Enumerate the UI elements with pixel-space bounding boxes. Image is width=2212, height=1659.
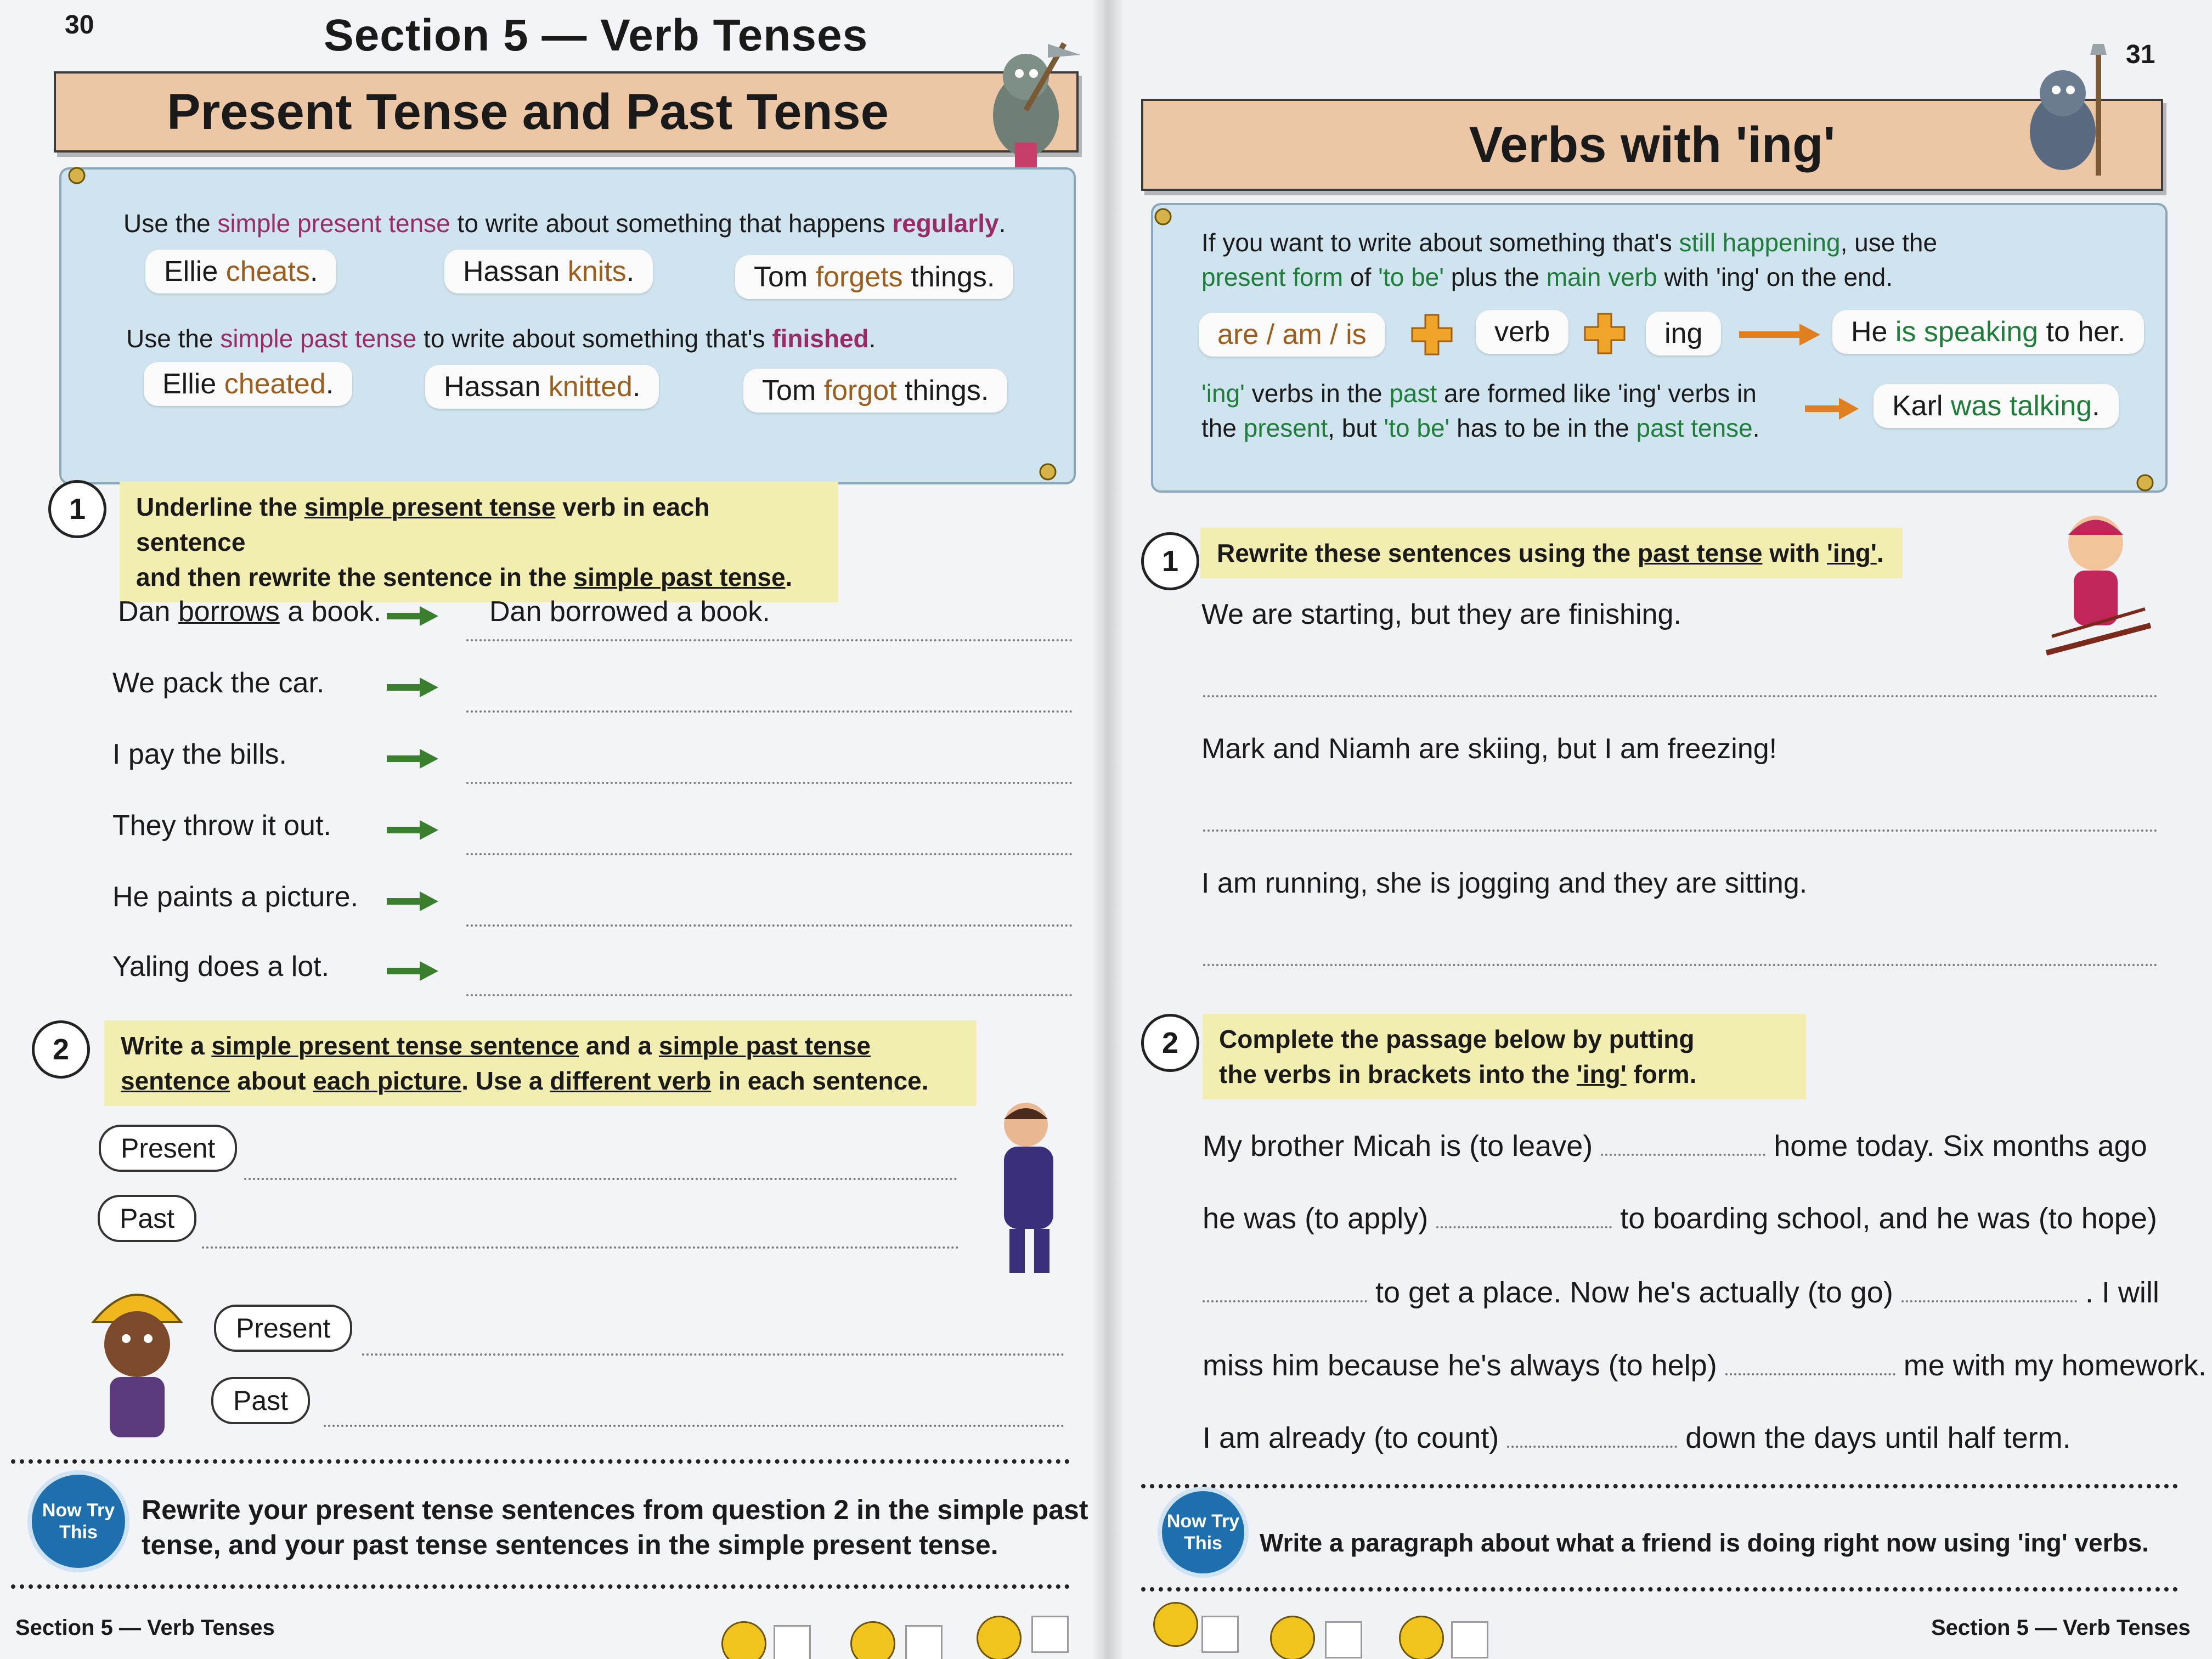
text: .: [1752, 414, 1760, 442]
question-number: 1: [1141, 532, 1199, 590]
text: I pay the bills.: [112, 738, 287, 770]
text: Hassan: [444, 371, 549, 403]
text: .: [632, 371, 641, 403]
text: I am already (to count): [1203, 1421, 1508, 1454]
footer-right: Section 5 — Verb Tenses: [1931, 1616, 2191, 1640]
term: simple present tense: [304, 493, 556, 521]
term-ing: 'ing': [1201, 379, 1245, 408]
text: Yaling does a lot.: [112, 951, 330, 983]
q1-instruction: [120, 482, 838, 602]
q1-sentence: I am running, she is jogging and they are sitting.: [1201, 867, 1808, 899]
text: to write about something that's: [416, 324, 772, 353]
book-gutter: [1092, 0, 1125, 1659]
example-pill: [144, 362, 352, 406]
example-verb: is speaking: [1895, 316, 2039, 348]
text: down the days until half term.: [1677, 1421, 2071, 1454]
smiley-icon: [1270, 1616, 1315, 1659]
pin-icon: [1152, 206, 1174, 230]
example-verb: cheated: [224, 368, 326, 400]
question-number: 2: [32, 1020, 90, 1079]
term-still-happening: still happening: [1679, 228, 1841, 257]
checkbox-icon[interactable]: [774, 1625, 811, 1659]
text: Tom: [754, 261, 816, 293]
passage-line: [1203, 1129, 2147, 1163]
text: .: [998, 209, 1006, 238]
text: in each sentence.: [711, 1066, 929, 1095]
q2-instruction: [104, 1020, 977, 1106]
answer-line[interactable]: [244, 1177, 957, 1180]
q1-sentence: [112, 738, 287, 771]
text: about: [230, 1066, 313, 1095]
text: Hassan: [463, 256, 568, 287]
right-arrow-icon: [387, 890, 439, 912]
text: verbs in the: [1244, 379, 1390, 408]
left-page: [0, 0, 1103, 1659]
answer-line[interactable]: [466, 993, 1073, 996]
text: We pack the car.: [112, 667, 325, 699]
formula-part: [1199, 313, 1385, 357]
badge-line: Now Try: [1166, 1511, 1240, 1532]
example-verb: knits: [567, 256, 627, 287]
answer-line[interactable]: [466, 852, 1073, 855]
passage-line: [1203, 1201, 2157, 1235]
underlined-verb: borrows: [178, 596, 280, 628]
q1-sentence: [112, 667, 324, 699]
answer-line[interactable]: [1203, 828, 2158, 832]
past-example: [1874, 384, 2119, 428]
blank-field[interactable]: [1901, 1300, 2077, 1302]
text: , but: [1328, 414, 1384, 442]
text: to boarding school, and he was (to hope): [1612, 1202, 2157, 1235]
formula-text: are / am / is: [1217, 319, 1367, 351]
text: the: [1201, 414, 1244, 442]
passage-line: [1203, 1276, 2159, 1310]
text: .: [626, 256, 635, 287]
banner-title: Present Tense and Past Tense: [167, 84, 889, 140]
text: of: [1343, 263, 1379, 291]
right-arrow-icon: [387, 748, 439, 770]
text: me with my homework.: [1895, 1349, 2207, 1382]
checkbox-icon[interactable]: [1451, 1621, 1488, 1658]
q1-instruction-right: [1200, 528, 1903, 578]
text: Ellie: [164, 256, 226, 287]
instruction-line: [136, 560, 822, 595]
text: .: [309, 256, 318, 287]
present-label: Present: [214, 1305, 352, 1352]
footer-left: Section 5 — Verb Tenses: [15, 1616, 275, 1640]
term: different verb: [550, 1066, 712, 1095]
plus-icon: [1583, 312, 1627, 356]
smiley-icon: [977, 1616, 1022, 1659]
example-verb: knitted: [548, 371, 633, 403]
pin-icon: [66, 165, 88, 189]
term: each picture: [313, 1066, 462, 1095]
text: to write about something that happens: [450, 209, 893, 238]
text: .: [325, 368, 334, 400]
page-number-right: 31: [2126, 40, 2155, 69]
instruction-line: [121, 1028, 960, 1063]
blank-field[interactable]: [1725, 1373, 1895, 1375]
text: Ellie: [162, 368, 224, 400]
example-pill: [735, 255, 1013, 299]
example-pill: [425, 365, 659, 409]
text: are formed like 'ing' verbs in: [1437, 379, 1757, 408]
blank-field[interactable]: [1507, 1446, 1677, 1448]
text: home today. Six months ago: [1765, 1130, 2147, 1163]
term-past: past: [1389, 379, 1437, 408]
question-number: 2: [1141, 1014, 1199, 1072]
text: . Use a: [461, 1066, 550, 1095]
text: My brother Micah is (to leave): [1203, 1130, 1601, 1163]
text: he was (to apply): [1203, 1202, 1437, 1235]
example-verb: cheats: [225, 256, 310, 287]
term: simple present tense sentence: [211, 1031, 579, 1060]
formula-text: verb: [1494, 316, 1550, 348]
example-verb: was talking: [1950, 390, 2092, 422]
q1-sentence: Mark and Niamh are skiing, but I am freezing!: [1201, 733, 1778, 765]
text: Tom: [762, 375, 824, 407]
q2-instruction-right: [1203, 1014, 1806, 1099]
right-arrow-icon: [387, 605, 439, 627]
now-try-line: tense, and your past tense sentences in the simple present tense.: [142, 1530, 998, 1560]
instruction-line: [136, 489, 822, 560]
text: If you want to write about something that's: [1201, 228, 1679, 257]
smiley-icon: [721, 1621, 766, 1659]
term-to-be: 'to be': [1378, 263, 1444, 291]
builder-girl-icon: [71, 1262, 203, 1448]
pickaxe-mole-icon: [966, 33, 1086, 176]
instruction-line: [1219, 1057, 1790, 1092]
right-page: [1103, 0, 2212, 1659]
example-answer: Dan borrowed a book.: [489, 596, 770, 628]
term-main-verb: main verb: [1546, 263, 1657, 291]
right-arrow-icon: [387, 676, 439, 698]
now-try-badge: [27, 1470, 129, 1572]
now-try-line: Rewrite your present tense sentences from question 2 in the simple past: [142, 1494, 1088, 1525]
passage-line: [1203, 1348, 2207, 1383]
instruction-line: [121, 1063, 960, 1098]
q1-sentence: [112, 950, 329, 983]
title-banner-left: [54, 71, 1079, 153]
term-past-tense: past tense: [1636, 414, 1753, 442]
section-title: Section 5 — Verb Tenses: [324, 10, 868, 60]
example-pill: [145, 250, 336, 294]
text: to get a place. Now he's actually (to go): [1367, 1276, 1901, 1309]
text: and a: [579, 1031, 659, 1060]
example-verb: forgot: [823, 375, 897, 407]
term: simple past tense: [658, 1031, 871, 1060]
info-line-past: [126, 324, 876, 353]
text: He paints a picture.: [112, 881, 359, 913]
checkbox-icon[interactable]: [905, 1625, 943, 1659]
text: Karl: [1892, 390, 1951, 422]
term-present: present: [1243, 414, 1328, 442]
blank-field[interactable]: [1601, 1154, 1765, 1156]
badge-line: Now Try: [42, 1500, 115, 1521]
right-arrow-icon: [387, 819, 439, 841]
now-try-text: [142, 1492, 1088, 1562]
banner-title: Verbs with 'ing': [1469, 117, 1836, 173]
text: They throw it out.: [112, 810, 331, 842]
term: sentence: [121, 1066, 230, 1095]
term-regularly: regularly: [892, 209, 999, 238]
text: to her.: [2038, 316, 2126, 348]
villain-icon: [966, 1097, 1075, 1278]
right-arrow-icon: [387, 960, 439, 982]
answer-line[interactable]: [466, 781, 1073, 784]
text: the verbs in brackets into the: [1219, 1060, 1577, 1088]
term-finished: finished: [772, 324, 869, 353]
smiley-icon: [1399, 1616, 1444, 1659]
text: with 'ing' on the end.: [1657, 263, 1893, 291]
text: Write a: [121, 1031, 212, 1060]
term: 'ing': [1576, 1060, 1627, 1088]
info-line-present: [123, 208, 1006, 238]
badge-line: This: [59, 1522, 98, 1543]
formula-text: ing: [1664, 318, 1703, 349]
text: Use the: [126, 324, 221, 353]
text: Dan: [118, 596, 178, 628]
term-present-form: present form: [1201, 263, 1344, 291]
pin-icon: [1037, 461, 1059, 486]
term-simple-present: simple present tense: [217, 209, 450, 238]
answer-line[interactable]: [466, 923, 1073, 927]
now-try-text: Write a paragraph about what a friend is doing right now using 'ing' verbs.: [1260, 1528, 2149, 1557]
text: has to be in the: [1449, 414, 1637, 442]
q1-sentence: [112, 809, 331, 842]
smiley-icon: [1153, 1602, 1198, 1647]
text: miss him because he's always (to help): [1203, 1349, 1725, 1382]
text: plus the: [1444, 263, 1547, 291]
blank-field[interactable]: [1436, 1226, 1612, 1228]
badge-line: This: [1184, 1533, 1222, 1554]
answer-line[interactable]: [1203, 694, 2158, 697]
formula-part: [1476, 310, 1568, 354]
right-arrow-icon: [1739, 323, 1821, 347]
example-pill: [444, 250, 653, 294]
checkbox-icon[interactable]: [1031, 1616, 1069, 1653]
passage-line: [1203, 1421, 2071, 1455]
term-simple-past: simple past tense: [220, 324, 417, 353]
text: things.: [902, 261, 995, 293]
checkbox-icon[interactable]: [1325, 1621, 1362, 1658]
past-label: Past: [98, 1195, 196, 1242]
skier-icon: [2035, 505, 2162, 669]
term: past tense: [1637, 539, 1763, 567]
answer-line[interactable]: [324, 1424, 1064, 1427]
formula-part: [1646, 312, 1721, 356]
answer-line[interactable]: [1203, 963, 2158, 966]
blank-field[interactable]: [1203, 1300, 1367, 1302]
text: . I will: [2076, 1276, 2159, 1309]
text: Rewrite these sentences using the: [1217, 539, 1638, 567]
text: a book.: [279, 596, 381, 628]
shovel-mole-icon: [2002, 44, 2129, 187]
info-line-1: [1201, 228, 1937, 257]
text: .: [785, 563, 793, 591]
info-line-4: [1201, 413, 1760, 443]
text: with: [1762, 539, 1827, 567]
pin-icon: [2134, 472, 2156, 496]
text: He: [1851, 316, 1895, 348]
text: .: [2092, 390, 2100, 422]
q1-sentence: [118, 595, 381, 628]
text: form.: [1626, 1060, 1697, 1088]
info-line-2: [1201, 262, 1893, 292]
text: and then rewrite the sentence in the: [136, 563, 574, 591]
present-label: Present: [99, 1125, 237, 1172]
text: .: [1876, 539, 1884, 567]
now-try-badge: [1158, 1487, 1249, 1578]
question-number: 1: [48, 480, 106, 538]
page-number-left: 30: [65, 10, 94, 40]
term-to-be: 'to be': [1384, 414, 1450, 442]
instruction-line: Complete the passage below by putting: [1219, 1025, 1695, 1053]
smiley-icon: [850, 1621, 895, 1659]
plus-icon: [1410, 313, 1454, 357]
text: .: [868, 324, 876, 353]
past-label: Past: [211, 1377, 310, 1424]
example-verb: forgets: [815, 261, 903, 293]
text: verb in each sentence: [136, 493, 710, 556]
answer-line[interactable]: [362, 1352, 1064, 1356]
example-pill: [743, 369, 1007, 413]
answer-line[interactable]: [202, 1245, 959, 1249]
right-arrow-icon: [1805, 397, 1860, 421]
text: Use the: [123, 209, 218, 238]
info-line-3: [1201, 379, 1757, 408]
checkbox-icon[interactable]: [1201, 1616, 1239, 1653]
q1-sentence: We are starting, but they are finishing.: [1201, 599, 1681, 630]
term: simple past tense: [573, 563, 786, 591]
q1-sentence: [112, 881, 358, 913]
text: things.: [896, 375, 989, 407]
text: Underline the: [136, 493, 304, 521]
answer-line[interactable]: [466, 709, 1073, 713]
text: , use the: [1840, 228, 1938, 257]
term: 'ing': [1826, 539, 1877, 567]
answer-line[interactable]: [466, 638, 1073, 641]
formula-example: [1832, 310, 2144, 354]
